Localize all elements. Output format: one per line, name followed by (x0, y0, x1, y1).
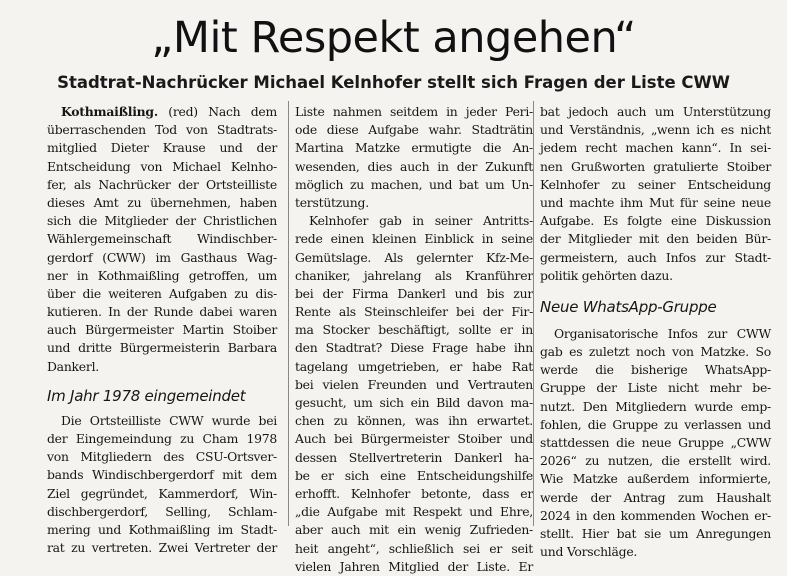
text-line: möglich zu machen, und bat um Un- (295, 176, 533, 192)
text-line: erhofft. Kelnhofer betonte, dass er (295, 485, 533, 501)
col3-paragraph-1 (540, 101, 771, 285)
text-line: und machte ihm Mut für seine neue (540, 194, 771, 210)
text-line: und Vorschläge. (540, 544, 638, 560)
text-line: fohlen, die Gruppe zu verlassen und (540, 416, 771, 432)
text-line: Kelnhofer zu seiner Entscheidung (540, 176, 771, 192)
text-line: Gruppe der Liste nicht mehr be- (540, 380, 771, 396)
text-line: nutzt. Den Mitgliedern wurde emp- (540, 398, 771, 414)
column-2 (288, 101, 533, 574)
text-line: gab es zuletzt noch von Matzke. So (540, 344, 771, 360)
text-line: rat zu vertreten. Zwei Vertreter der (47, 540, 277, 556)
text-line: Die Ortsteilliste CWW wurde bei (61, 412, 277, 428)
text-line: und dritte Bürgermeisterin Barbara (47, 340, 277, 356)
text-line: fer, als Nachrücker der Ortsteilliste (47, 176, 277, 192)
text-line: aber auch mit ein wenig Zufrieden- (295, 522, 533, 538)
text-line: Kelnhofer gab in seiner Antritts- (309, 213, 533, 229)
subhead-eingemeindet: Im Jahr 1978 eingemeindet (47, 386, 246, 405)
text-line: gesucht, um sich ein Bild davon ma- (295, 395, 533, 410)
text-line: mering und Kothmaißling im Stadt- (47, 521, 277, 537)
text-line: Dankerl. (47, 358, 99, 374)
text-line: der Mitglieder mit den beiden Bür- (540, 231, 771, 247)
text-line: heit angeht“, schließlich sei er seit (295, 540, 533, 556)
column-3 (533, 101, 771, 560)
text-line (47, 103, 277, 121)
subhead-whatsapp: Neue WhatsApp-Gruppe (540, 297, 717, 316)
text-line: Wählergemeinschaft Windischber- (47, 231, 277, 247)
text-line: rede einen kleinen Einblick in seine (295, 231, 533, 247)
text-line: stellt. Hier bat sie um Anregungen (540, 525, 771, 541)
text-line: überraschenden Tod von Stadtrats- (47, 122, 277, 138)
text-line-rest: (red) Nach dem (157, 104, 277, 119)
text-line: bat jedoch auch um Unterstützung (540, 104, 771, 119)
text-line: mitglied Dieter Krause und der (47, 140, 277, 156)
text-line: Ziel gegründet, Kammerdorf, Win- (47, 485, 277, 501)
text-line: ma Stocker beschäftigt, sollte er in (295, 322, 533, 338)
text-line: Martina Matzke ermutigte die An- (295, 140, 533, 156)
text-line: gerdorf (CWW) im Gasthaus Wag- (47, 249, 277, 265)
text-line: ode diese Aufgabe wahr. Stadträtin (295, 122, 533, 138)
text-line: Gemütslage. Als gelernter Kfz-Me- (295, 249, 533, 265)
text-line: Entscheidung von Michael Kelnho- (47, 158, 277, 174)
text-line: tagelang umgetrieben, er habe Rat (295, 358, 533, 374)
text-line: dieses Amt zu übernehmen, haben (47, 194, 277, 210)
text-line: Auch bei Bürgermeister Stoiber und (295, 431, 533, 447)
text-line: be er sich eine Entscheidungshilfe (295, 467, 533, 483)
text-line: Aufgabe. Es folgte eine Diskussion (540, 213, 771, 229)
text-line: bei der Firma Dankerl und bis zur (295, 285, 533, 301)
text-line: bands Windischbergerdorf mit dem (47, 467, 277, 483)
dateline-place: Kothmaißling. (61, 104, 158, 119)
text-line: nen Grußworten gratulierte Stoiber (540, 158, 771, 174)
text-line: germeistern, auch Infos zur Stadt- (540, 249, 771, 265)
text-line: ner in Kothmaißling getroffen, um (47, 267, 277, 283)
text-line: „die Aufgabe mit Respekt und Ehre, (295, 504, 533, 520)
text-line: politik gehörten dazu. (540, 267, 673, 283)
text-line: chen zu können, was ihn erwartet. (295, 413, 533, 429)
text-line: stattdessen die neue Gruppe „CWW (540, 435, 771, 450)
text-line: werde die bisherige WhatsApp- (540, 362, 771, 378)
text-line: Organisatorische Infos zur CWW (554, 325, 771, 341)
text-line: wesenden, dies auch in der Zukunft (295, 158, 533, 174)
col1-paragraph-2 (47, 412, 277, 558)
subheadline: Stadtrat-Nachrücker Michael Kelnhofer stellt sich Fragen der Liste CWW (57, 73, 730, 92)
text-line: sich die Mitglieder der Christlichen (47, 213, 277, 229)
text-line: den Stadtrat? Diese Frage habe ihn (295, 340, 533, 356)
text-line: Wie Matzke außerdem informierte, (540, 471, 771, 487)
text-line: chaniker, jahrelang als Kranführer (295, 267, 533, 283)
text-line: der Eingemeindung zu Cham 1978 (47, 431, 277, 446)
text-line: werde der Antrag zum Haushalt (540, 489, 771, 505)
text-line: 2024 in den kommenden Wochen er- (540, 507, 771, 523)
text-line: und Verständnis, „wenn ich es nicht (540, 122, 771, 138)
column-1 (47, 103, 277, 557)
text-line: vielen Jahren Mitglied der Liste. Er (295, 558, 533, 574)
text-line: dischbergerdorf, Selling, Schlam- (47, 503, 277, 519)
col2-text (295, 101, 533, 576)
text-line: jedem recht machen kann“. In sei- (540, 140, 771, 156)
text-line: über die weiteren Aufgaben zu dis- (47, 285, 277, 301)
col3-paragraph-2 (540, 325, 771, 561)
text-line: Rente als Steinschleifer bei der Fir- (295, 304, 533, 320)
text-line: auch Bürgermeister Martin Stoiber (47, 322, 277, 338)
text-line: terstützung. (295, 194, 369, 210)
text-line: von Mitgliedern des CSU-Ortsver- (47, 449, 277, 465)
headline: „Mit Respekt angehen“ (151, 13, 636, 63)
text-line: Liste nahmen seitdem in jeder Peri- (295, 104, 533, 119)
text-line: kutieren. In der Runde dabei waren (47, 304, 277, 320)
text-line: bei vielen Freunden und Vertrauten (295, 376, 533, 392)
text-line: 2026“ zu nutzen, die erstellt wird. (540, 453, 771, 469)
text-line: dessen Stellvertreterin Dankerl ha- (295, 449, 533, 465)
col1-paragraph-1 (47, 103, 277, 376)
